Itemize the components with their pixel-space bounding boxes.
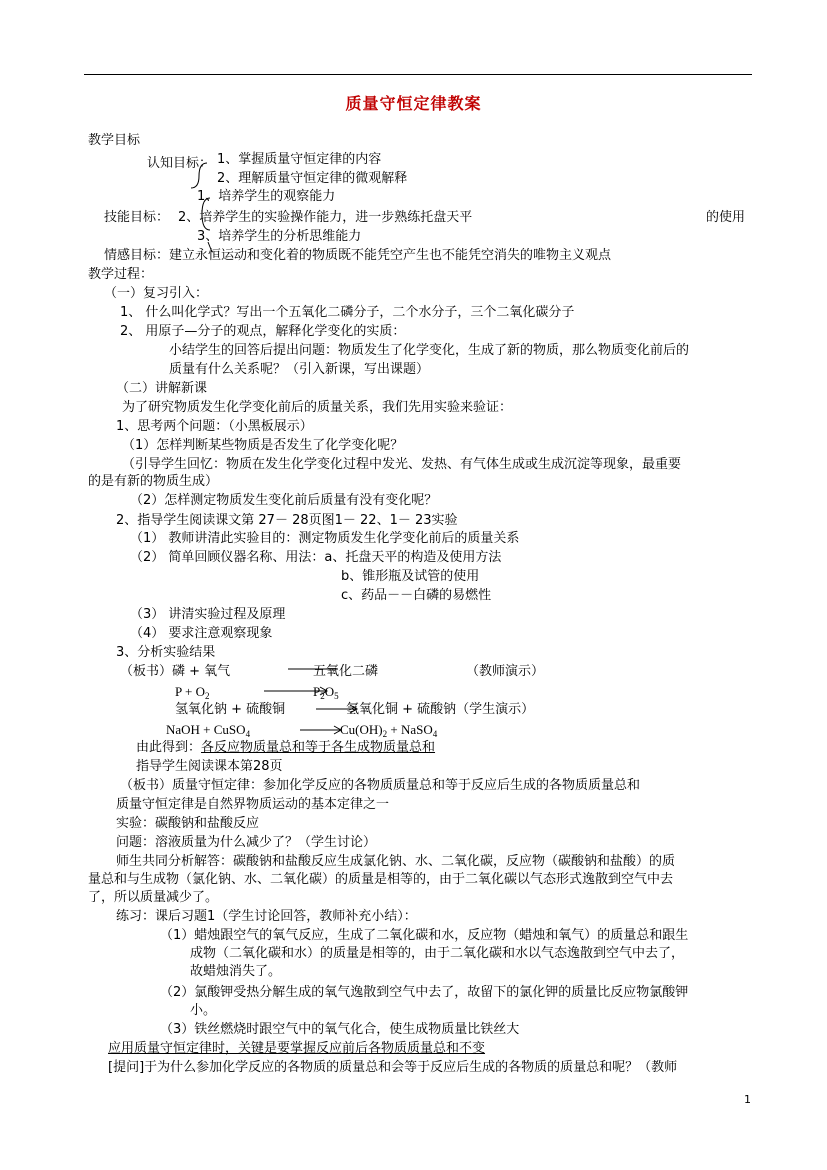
review-item-2: 2、 用原子—分子的观点，解释化学变化的实质：: [120, 324, 406, 339]
analyze-heading: 3、分析实验结果: [116, 645, 216, 660]
equation-1-symbols-left: $P + O_2$: [175, 684, 210, 701]
review-heading: （一）复习引入：: [104, 286, 209, 301]
intro-line: 为了研究物质发生化学变化前后的质量关系，我们先用实验来验证：: [122, 400, 513, 415]
question-2: （2）怎样测定物质发生变化前后质量有没有变化呢？: [130, 493, 438, 508]
equation-2-symbols-right: $Cu(OH)_2$ + NaSO$_4$: [340, 722, 438, 739]
practice-3: （3）铁丝燃烧时跟空气中的氧气化合，使生成物质量比铁丝大: [160, 1022, 520, 1037]
equation-2-products: 氢氧化铜 + 硫酸钠（学生演示）: [346, 702, 535, 717]
equation-2-symbols-left: NaOH + CuSO$_4$: [166, 722, 251, 739]
skill-objective-1: 1、培养学生的观察能力: [197, 189, 336, 204]
answer-line-1: 师生共同分析解答：碳酸钠和盐酸反应生成氯化钠、水、二氧化碳，反应物（碳酸钠和盐酸）的质: [116, 854, 676, 869]
skill-objective-2: 2、培养学生的实验操作能力，进一步熟练托盘天平: [178, 210, 473, 225]
practice-2-line-1: （2）氯酸钾受热分解生成的氧气逸散到空气中去了，故留下的氯化钾的质量比反应物氯酸钾: [160, 985, 689, 1000]
read-instruction: 2、指导学生阅读课文第 27－ 28页图1－ 22、1－ 23实验: [116, 513, 458, 528]
experiment-line: 实验：碳酸钠和盐酸反应: [116, 816, 260, 831]
skill-label: 技能目标：: [104, 210, 170, 225]
summary-line-2: 质量有什么关系呢？（引入新课，写出课题）: [169, 362, 430, 377]
practice-2-line-2: 小。: [190, 1003, 217, 1018]
equation-1-product: 五氧化二磷: [313, 664, 379, 679]
equation-1-note: （教师演示）: [466, 664, 545, 679]
practice-1-line-2: 成物（二氧化碳和水）的质量是相等的，由于二氧化碳和水以气态逸散到空气中去了，: [190, 946, 685, 961]
practice-1-line-3: 故蜡烛消失了。: [190, 964, 282, 979]
ask-line: [提问]于为什么参加化学反应的各物质的质量总和会等于反应后生成的各物质的质量总和呢？（教师: [108, 1060, 678, 1075]
law-basic: 质量守恒定律是自然界物质运动的基本定律之一: [116, 797, 390, 812]
process-heading: 教学过程：: [88, 267, 154, 282]
guide-read-line: 指导学生阅读课本第28页: [136, 759, 283, 774]
cognitive-label: 认知目标：: [147, 156, 213, 171]
item-1: （1） 教师讲清此实验目的：测定物质发生化学变化前后的质量关系: [130, 531, 520, 546]
skill-objective-3: 3、培养学生的分析思维能力: [197, 229, 362, 244]
emotion-objective: 情感目标：建立永恒运动和变化着的物质既不能凭空产生也不能凭空消失的唯物主义观点: [104, 248, 612, 263]
item-2: （2） 简单回顾仪器名称、用法：a、托盘天平的构造及使用方法: [130, 550, 502, 565]
question-line: 问题：溶液质量为什么减少了？（学生讨论）: [116, 835, 377, 850]
question-1: （1）怎样判断某些物质是否发生了化学变化呢？: [122, 438, 404, 453]
practice-1-line-1: （1）蜡烛跟空气的氧气反应，生成了二氧化碳和水，反应物（蜡烛和氧气）的质量总和跟生: [160, 928, 689, 943]
practice-heading: 练习：课后习题1（学生讨论回答，教师补充小结）：: [116, 909, 417, 924]
equation-2-words: 氢氧化钠 + 硫酸铜: [175, 702, 286, 717]
guide-line-1: （引导学生回忆：物质在发生化学变化过程中发光、发热、有气体生成或生成沉淀等现象，最重要: [122, 457, 682, 472]
review-item-1: 1、 什么叫化学式？写出一个五氧化二磷分子，二个水分子，三个二氧化碳分子: [120, 305, 575, 320]
objectives-heading: 教学目标: [88, 133, 141, 148]
cognitive-objective-1: 1、掌握质量守恒定律的内容: [217, 152, 382, 167]
cognitive-objective-2: 2、理解质量守恒定律的微观解释: [217, 171, 408, 186]
conclusion: 由此得到：各反应物质量总和等于各生成物质量总和: [136, 740, 436, 755]
answer-line-2: 量总和与生成物（氯化钠、水、二氧化碳）的质量是相等的，由于二氧化碳以气态形式逸散到空气中去: [88, 872, 674, 887]
law-statement: （板书）质量守恒定律：参加化学反应的各物质质量总和等于反应后生成的各物质质量总和: [120, 778, 641, 793]
new-lesson-heading: （二）讲解新课: [116, 381, 208, 396]
think-heading: 1、思考两个问题：（小黑板展示）: [116, 419, 313, 434]
apply-line: 应用质量守恒定律时，关键是要掌握反应前后各物质质量总和不变: [108, 1041, 486, 1056]
item-2b: b、锥形瓶及试管的使用: [341, 569, 480, 584]
guide-line-2: 的是有新的物质生成）: [88, 474, 219, 489]
summary-line-1: 小结学生的回答后提出问题：物质发生了化学变化，生成了新的物质，那么物质变化前后的: [169, 343, 690, 358]
equation-1-words: （板书）磷 + 氧气: [120, 664, 231, 679]
page-number: 1: [744, 1093, 751, 1106]
skill-objective-2-tail: 的使用: [706, 210, 746, 225]
document-title: 质量守恒定律教案: [345, 94, 482, 113]
item-2c: c、药品－－白磷的易燃性: [341, 588, 492, 603]
item-4: （4） 要求注意观察现象: [130, 626, 273, 641]
answer-line-3: 了，所以质量减少了。: [88, 890, 219, 905]
equation-1-symbols-right: $P_2O_5$: [313, 684, 339, 701]
item-3: （3） 讲清实验过程及原理: [130, 607, 286, 622]
